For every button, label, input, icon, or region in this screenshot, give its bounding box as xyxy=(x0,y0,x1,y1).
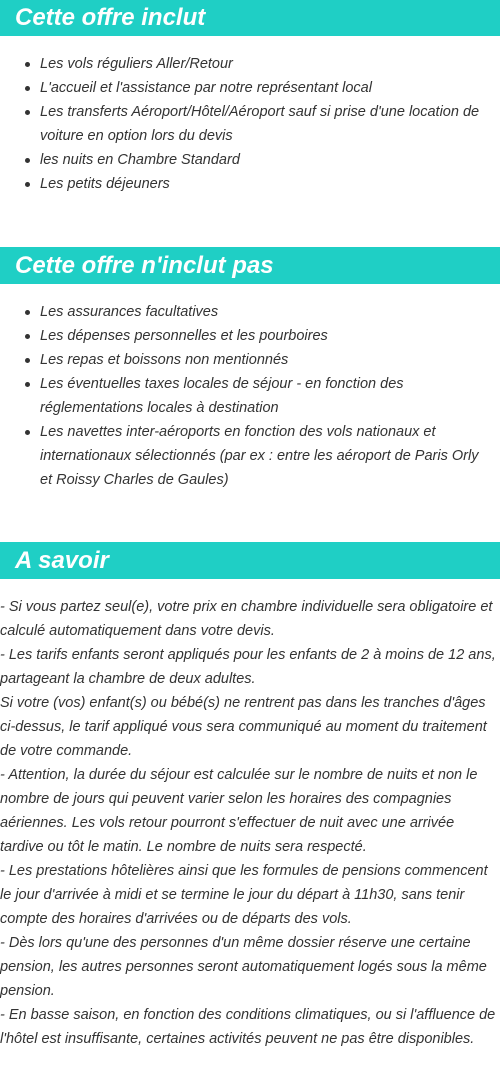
info-section xyxy=(0,542,500,1051)
info-paragraph: - En basse saison, en fonction des conditions climatiques, ou si l'affluence de l'hôtel est insuffisante, certaines activités peuvent ne pas être disponibles. xyxy=(0,1007,496,1047)
list-item: Les transferts Aéroport/Hôtel/Aéroport sauf si prise d'une location de voiture en option lors du devis xyxy=(40,100,500,148)
list-item: Les dépenses personnelles et les pourboires xyxy=(40,324,500,348)
info-paragraph: - Attention, la durée du séjour est calculée sur le nombre de nuits et non le nombre de jours qui peuvent varier selon les horaires des compagnies aériennes. Les vols retour pourront s'effectuer de nuit avec une arrivée tardive ou tôt le matin. Le nombre de nuits sera respecté. xyxy=(0,767,478,855)
info-text xyxy=(0,595,500,1051)
list-item: Les assurances facultatives xyxy=(40,300,500,324)
info-paragraph: Si votre (vos) enfant(s) ou bébé(s) ne rentrent pas dans les tranches d'âges ci-dessus, le tarif appliqué vous sera communiqué au moment du traitement de votre commande. xyxy=(0,695,487,759)
excludes-section xyxy=(0,247,500,492)
list-item: les nuits en Chambre Standard xyxy=(40,148,500,172)
list-item: Les petits déjeuners xyxy=(40,172,500,196)
includes-list xyxy=(0,52,500,196)
list-item: L'accueil et l'assistance par notre représentant local xyxy=(40,76,500,100)
excludes-title: Cette offre n'inclut pas xyxy=(0,247,500,284)
list-item: Les repas et boissons non mentionnés xyxy=(40,348,500,372)
info-paragraph: - Si vous partez seul(e), votre prix en chambre individuelle sera obligatoire et calculé automatiquement dans votre devis. xyxy=(0,599,493,639)
excludes-list xyxy=(0,300,500,492)
includes-section xyxy=(0,0,500,196)
info-paragraph: - Les prestations hôtelières ainsi que les formules de pensions commencent le jour d'arrivée à midi et se termine le jour du départ à 11h30, sans tenir compte des horaires d'arrivées ou de départs des vols. xyxy=(0,863,488,927)
info-paragraph: - Les tarifs enfants seront appliqués pour les enfants de 2 à moins de 12 ans, partageant la chambre de deux adultes. xyxy=(0,647,496,687)
list-item: Les navettes inter-aéroports en fonction des vols nationaux et internationaux sélectionnés (par ex : entre les aéroport de Paris Orly et Roissy Charles de Gaules) xyxy=(40,420,500,492)
includes-title: Cette offre inclut xyxy=(0,0,500,36)
info-paragraph: - Dès lors qu'une des personnes d'un même dossier réserve une certaine pension, les autres personnes seront automatiquement logés sous la même pension. xyxy=(0,935,487,999)
info-title: A savoir xyxy=(0,542,500,579)
list-item: Les éventuelles taxes locales de séjour - en fonction des réglementations locales à destination xyxy=(40,372,500,420)
list-item: Les vols réguliers Aller/Retour xyxy=(40,52,500,76)
